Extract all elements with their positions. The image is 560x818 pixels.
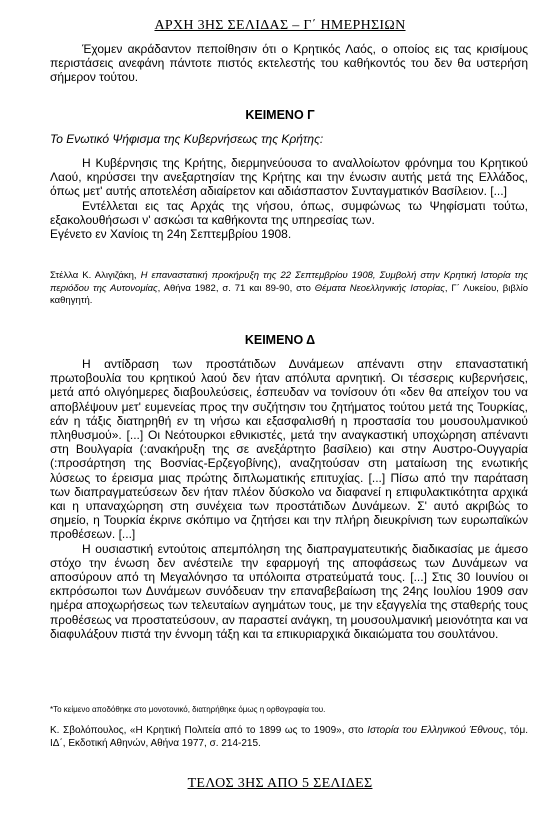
intro-text: Έχομεν ακράδαντον πεποίθησιν ότι ο Κρητικός Λαός, ο οποίος εις τας κρισίμους περιστάσεις ανεφάνη πάντοτε πιστός εκτελεστής του καθήκοντός του δεν θα υστερήση σήμερον τούτου. (50, 42, 528, 85)
text-c-paragraph-1: Η Κυβέρνησις της Κρήτης, διερμηνεύουσα το αναλλοίωτον φρόνημα του Κρητικού Λαού, κηρύσσει την ανεξαρτησίαν της Κρήτης και την ένωσιν αυτής μετά της Ελλάδος, όπως μετ' αυτής αποτελέση αδιαίρετον και αδιάσπαστον Συνταγματικόν Βασίλειον. [...] (50, 156, 528, 199)
text-c-source-author: Στέλλα Κ. Αλιγιζάκη, (50, 270, 141, 281)
text-c-source-title: Η επαναστατική προκήρυξη της 22 Σεπτεμβρίου 1908, Συμβολή στην Κρητική Ιστορία της περιόδου της Αυτονομίας (50, 270, 528, 294)
intro-paragraph (50, 42, 528, 85)
text-d-heading: ΚΕΙΜΕΝΟ Δ (244, 333, 316, 347)
text-d-source-book: Ιστορία του Ελληνικού Έθνους (367, 725, 504, 736)
text-d-paragraph-2: Η ουσιαστική εντούτοις απεμπόληση της διαπραγματευτικής διαδικασίας με άμεσο στόχο την ένωση δεν ανέστειλε την εφαρμογή της αποφάσεως των Δυνάμεων να αποσύρουν από τη Μεγαλόνησο τα υπόλοιπα στρατεύματά τους. [...] Στις 30 Ιουνίου οι εκπρόσωποι των Δυνάμεων συνόδευαν την επαναβεβαίωση της 24ης Ιουλίου 1909 σαν ημέρα αποχωρήσεως των τελευταίων αγημάτων τους, με την εξαγγελία της σταθερής τους προθέσεως να προστατεύσουν, αν παραστεί ανάγκη, τη μουσουλμανική μειονότητα και να διαφυλάξουν πιστά την έννομη τάξη και τα επικυριαρχικά δικαιώματα του σουλτάνου. (50, 541, 528, 641)
text-d-source-author: Κ. Σβολόπουλος, «Η Κρητική Πολιτεία από το 1899 ως το 1909», στο (50, 725, 368, 736)
page-footer: ΤΕΛΟΣ 3ΗΣ ΑΠΟ 5 ΣΕΛΙΔΕΣ (187, 776, 373, 791)
text-d-body (50, 357, 528, 641)
text-c-subtitle: Το Ενωτικό Ψήφισμα της Κυβερνήσεως της Κρήτης: (50, 132, 324, 146)
text-c-source-middle: , Αθήνα 1982, σ. 71 και 89-90, στο (157, 282, 315, 294)
text-d-note: *Το κείμενο αποδόθηκε στο μονοτονικό, διατηρήθηκε όμως η ορθογραφία του. (50, 705, 326, 714)
page-header: ΑΡΧΗ 3ΗΣ ΣΕΛΙΔΑΣ – Γ΄ ΗΜΕΡΗΣΙΩΝ (154, 18, 406, 33)
text-c-date-line: Εγένετο εν Χανίοις τη 24η Σεπτεμβρίου 1908. (50, 227, 292, 242)
text-c-source (50, 270, 528, 308)
text-c-paragraph-2: Εντέλλεται εις τας Αρχάς της νήσου, όπως, συμφώνως τω Ψηφίσματι τούτω, εξακολουθήσωσι ν' ασκώσι τα καθήκοντα της υπηρεσίας των. (50, 198, 528, 227)
text-c-source-end: , Γ΄ Λυκείου, βιβλίο καθηγητή. (50, 282, 528, 306)
text-d-source (50, 724, 528, 750)
text-c-body (50, 156, 528, 241)
text-c-heading: ΚΕΙΜΕΝΟ Γ (245, 108, 315, 122)
text-c-source-book: Θέματα Νεοελληνικής Ιστορίας (314, 282, 445, 294)
text-d-paragraph-1: Η αντίδραση των προστάτιδων Δυνάμεων απέναντι στην επαναστατική πρωτοβουλία του κρητικού λαού δεν ήταν απόλυτα αρνητική. Οι τέσσερις κυβερνήσεις, μετά από ολιγόημερες διαβουλεύσεις, έσπευδαν να τονίσουν ότι «δεν θα απείχον του να αποβλέψουν μετ' ευμενείας προς την συζήτησιν του ζητήματος τούτου μετά της Τουρκίας, εάν η τάξις διατηρηθή εν τη νήσω και εξασφαλισθή η προστασία του μουσουλμανικού πληθυσμού». [...] Οι Νεότουρκοι εθνικιστές, μετά την αναγκαστική υποχώρηση απέναντι στη Βουλγαρία (:ανακήρυξη της σε ανεξάρτητο βασίλειο) και στην Αυστρο-Ουγγαρία (:προσάρτηση της Βοσνίας-Ερζεγοβίνης), αναζητούσαν στη ματαίωση της ενωτικής λύσεως το έρεισμα μιας πρώτης διπλωματικής επιτυχίας. [...] Πίσω από την παράταση των διαπραγματεύσεων δεν ήταν πλέον δύσκολο να διαφανεί η επιφυλακτικότητα αρχικά και η υπαναχώρηση στη συνέχεια των προστάτιδων Δυνάμεων. Σ' αυτό ακριβώς το σημείο, η Τουρκία έκρινε σκόπιμο να ζητήσει και την πλήρη διευκρίνιση των ευρωπαϊκών προθέσεων. [...] (50, 357, 528, 542)
text-d-source-end: , τόμ. ΙΔ΄, Εκδοτική Αθηνών, Αθήνα 1977, σ. 214-215. (50, 725, 528, 749)
